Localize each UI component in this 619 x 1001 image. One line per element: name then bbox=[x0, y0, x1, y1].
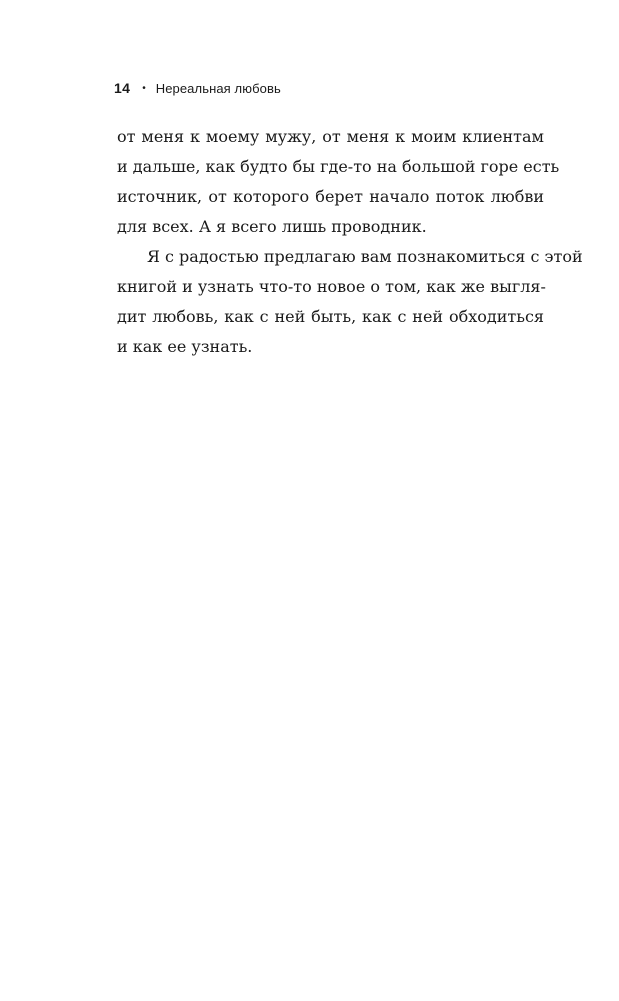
text-line: источник, от которого берет начало поток любви bbox=[117, 187, 544, 206]
text-line: и как ее узнать. bbox=[117, 337, 253, 356]
text-line: Я с радостью предлагаю вам познакомиться с этой bbox=[147, 247, 583, 266]
book-title: Нереальная любовь bbox=[155, 80, 281, 96]
body-text bbox=[117, 122, 583, 362]
running-head bbox=[114, 78, 281, 98]
text-line: и дальше, как будто бы где-то на большой горе есть bbox=[117, 157, 560, 176]
text-line: для всех. А я всего лишь проводник. bbox=[117, 217, 427, 236]
text-line: дит любовь, как с ней быть, как с ней обходиться bbox=[117, 307, 544, 326]
bullet-separator: • bbox=[142, 82, 146, 94]
paragraph bbox=[117, 122, 560, 242]
text-line: книгой и узнать что-то новое о том, как же выгля- bbox=[117, 277, 546, 296]
text-line: от меня к моему мужу, от меня к моим клиентам bbox=[117, 127, 544, 146]
paragraph bbox=[117, 242, 583, 362]
page-number: 14 bbox=[114, 80, 131, 96]
